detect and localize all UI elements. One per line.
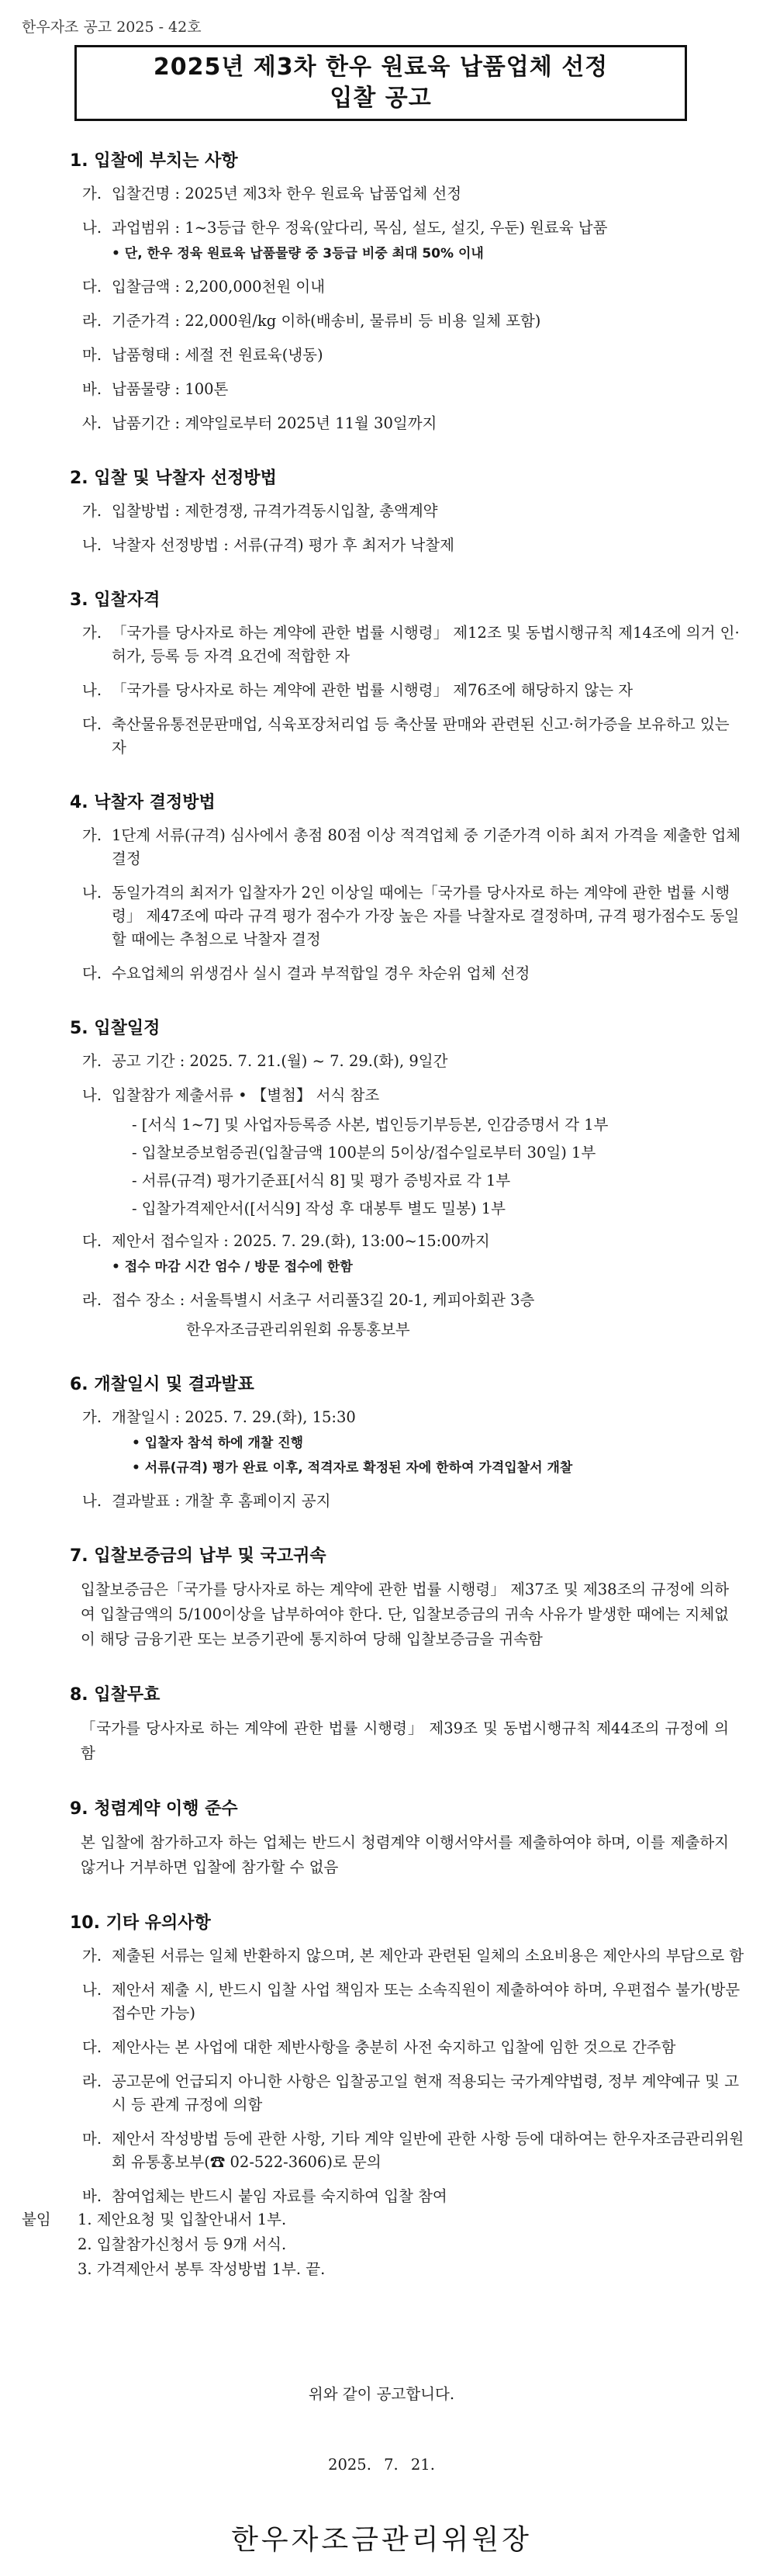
item-marker: 나. <box>82 1981 102 1999</box>
item-marker: 가. <box>82 624 102 642</box>
item-text: 개찰일시 : 2025. 7. 29.(화), 15:30 <box>112 1408 356 1426</box>
item-text: 접수 장소 : 서울특별시 서초구 서리풀3길 20-1, 케피아회관 3층 <box>112 1291 535 1309</box>
item-text: 입찰건명 : 2025년 제3차 한우 원료육 납품업체 선정 <box>112 185 462 203</box>
item-marker: 나. <box>82 1492 102 1510</box>
list-item <box>47 2070 744 2117</box>
section-7 <box>47 1542 744 1652</box>
list-item <box>47 1406 744 1429</box>
item-text: 납품기간 : 계약일로부터 2025년 11월 30일까지 <box>112 414 437 432</box>
title-line-2: 입찰 공고 <box>330 85 432 112</box>
item-text: 입찰방법 : 제한경쟁, 규격가격동시입찰, 총액계약 <box>112 502 438 520</box>
section-4 <box>47 789 744 985</box>
section-6 <box>47 1371 744 1513</box>
item-marker: 가. <box>82 1408 102 1426</box>
list-item <box>47 1230 744 1253</box>
item-marker: 가. <box>82 1052 102 1070</box>
item-subline: 한우자조금관리위원회 유통홍보부 <box>186 1321 410 1338</box>
list-item <box>47 1490 744 1513</box>
attachments <box>22 2207 325 2282</box>
notice-date: 2025. 7. 21. <box>328 2456 435 2474</box>
list-item <box>47 881 744 951</box>
item-note: • 입찰자 참석 하에 개찰 진행 <box>132 1435 304 1451</box>
list-item <box>47 275 744 299</box>
item-marker: 다. <box>82 715 102 733</box>
section-paragraph: 입찰보증금은「국가를 당사자로 하는 계약에 관한 법률 시행령」 제37조 및 제38조의 규정에 의하여 입찰금액의 5/100이상을 납부하여야 한다. 단, 입찰보증금의 귀속 사유가 발생한 때에는 지체없이 해당 금융기관 또는 보증기관에 통지하여 당해 입찰보증금을 귀속함 <box>81 1581 729 1648</box>
item-marker: 가. <box>82 502 102 520</box>
section-heading: 7. 입찰보증금의 납부 및 국고귀속 <box>70 1546 326 1566</box>
item-note: • 서류(규격) 평가 완료 이후, 적격자로 확정된 자에 한하여 가격입찰서 개찰 <box>132 1460 573 1476</box>
item-marker: 다. <box>82 964 102 982</box>
item-text: 제출된 서류는 일체 반환하지 않으며, 본 제안과 관련된 일체의 소요비용은 제안사의 부담으로 함 <box>112 1947 744 1965</box>
attachment-item: 1. 제안요청 및 입찰안내서 1부. <box>78 2211 287 2228</box>
item-subline: - [서식 1~7] 및 사업자등록증 사본, 법인등기부등본, 인감증명서 각 1부 <box>132 1116 609 1134</box>
item-marker: 마. <box>82 2130 102 2148</box>
item-marker: 가. <box>82 1947 102 1965</box>
list-item <box>47 713 744 760</box>
item-text: 「국가를 당사자로 하는 계약에 관한 법률 시행령」 제76조에 해당하지 않는 자 <box>112 681 634 699</box>
item-text: 제안서 제출 시, 반드시 입찰 사업 책임자 또는 소속직원이 제출하여야 하며, 우편접수 불가(방문 접수만 가능) <box>112 1981 741 2022</box>
item-text: 1단계 서류(규격) 심사에서 총점 80점 이상 적격업체 중 기준가격 이하 최저 가격을 제출한 업체 결정 <box>112 826 741 867</box>
item-marker: 나. <box>82 884 102 902</box>
attachments-label: 붙임 <box>22 2211 51 2228</box>
document-number: 한우자조 공고 2025 - 42호 <box>22 19 202 36</box>
item-marker: 가. <box>82 185 102 203</box>
list-item <box>47 1979 744 2025</box>
list-item <box>47 534 744 557</box>
section-2 <box>47 465 744 557</box>
item-text: 입찰금액 : 2,200,000천원 이내 <box>112 278 326 296</box>
section-9 <box>47 1795 744 1880</box>
sections-container <box>47 147 744 2238</box>
section-3 <box>47 587 744 760</box>
item-marker: 바. <box>82 380 102 398</box>
section-5 <box>47 1015 744 1342</box>
section-heading: 5. 입찰일정 <box>70 1019 161 1038</box>
list-item <box>47 182 744 206</box>
item-subline: - 입찰보증보험증권(입찰금액 100분의 5이상/접수일로부터 30일) 1부 <box>132 1144 596 1162</box>
list-item <box>47 500 744 523</box>
section-heading: 6. 개찰일시 및 결과발표 <box>70 1375 254 1394</box>
item-text: 제안서 작성방법 등에 관한 사항, 기타 계약 일반에 관한 사항 등에 대하여는 한우자조금관리위원회 유통홍보부(☎ 02-522-3606)로 문의 <box>112 2130 744 2171</box>
list-item <box>47 621 744 668</box>
item-text: 「국가를 당사자로 하는 계약에 관한 법률 시행령」 제12조 및 동법시행규칙 제14조에 의거 인·허가, 등록 등 자격 요건에 적합한 자 <box>112 624 740 665</box>
item-marker: 나. <box>82 219 102 237</box>
list-item <box>47 2128 744 2174</box>
section-heading: 8. 입찰무효 <box>70 1685 161 1705</box>
item-text: 과업범위 : 1~3등급 한우 정육(앞다리, 목심, 설도, 설깃, 우둔) 원료육 납품 <box>112 219 608 237</box>
item-text: 입찰참가 제출서류 • 【별첨】 서식 참조 <box>112 1086 380 1104</box>
issuer-signature: 한우자조금관리위원장 <box>231 2524 532 2556</box>
item-marker: 다. <box>82 2038 102 2056</box>
attachment-row <box>22 2257 325 2282</box>
section-paragraph: 본 입찰에 참가하고자 하는 업체는 반드시 청렴계약 이행서약서를 제출하여야 하며, 이를 제출하지 않거나 거부하면 입찰에 참가할 수 없음 <box>81 1833 729 1876</box>
item-marker: 다. <box>82 1232 102 1250</box>
list-item <box>47 1050 744 1073</box>
item-text: 공고문에 언급되지 아니한 사항은 입찰공고일 현재 적용되는 국가계약법령, 정부 계약예규 및 고시 등 관계 규정에 의함 <box>112 2072 740 2114</box>
list-item <box>47 378 744 401</box>
item-text: 기준가격 : 22,000원/kg 이하(배송비, 물류비 등 비용 일체 포함) <box>112 312 541 330</box>
section-heading: 9. 청렴계약 이행 준수 <box>70 1799 238 1819</box>
list-item <box>47 2036 744 2059</box>
item-note: • 단, 한우 정육 원료육 납품물량 중 3등급 비중 최대 50% 이내 <box>112 246 484 261</box>
attachment-item: 2. 입찰참가신청서 등 9개 서식. <box>78 2235 287 2253</box>
attachment-item: 3. 가격제안서 봉투 작성방법 1부. 끝. <box>78 2260 326 2278</box>
item-marker: 라. <box>82 2072 102 2090</box>
item-marker: 나. <box>82 1086 102 1104</box>
item-marker: 다. <box>82 278 102 296</box>
item-marker: 나. <box>82 536 102 554</box>
item-marker: 사. <box>82 414 102 432</box>
list-item <box>47 344 744 367</box>
attachment-row <box>22 2232 325 2257</box>
title-line-1: 2025년 제3차 한우 원료육 납품업체 선정 <box>153 54 609 81</box>
item-note: • 접수 마감 시간 엄수 / 방문 접수에 한함 <box>112 1259 353 1275</box>
item-marker: 라. <box>82 1291 102 1309</box>
item-text: 납품형태 : 세절 전 원료육(냉동) <box>112 346 323 364</box>
item-text: 제안사는 본 사업에 대한 제반사항을 충분히 사전 숙지하고 입찰에 임한 것으로 간주함 <box>112 2038 676 2056</box>
closing-text: 위와 같이 공고합니다. <box>308 2385 455 2403</box>
item-marker: 나. <box>82 681 102 699</box>
attachment-row <box>22 2207 325 2232</box>
section-8 <box>47 1681 744 1766</box>
title-box <box>74 45 687 121</box>
item-subline: - 서류(규격) 평가기준표[서식 8] 및 평가 증빙자료 각 1부 <box>132 1172 511 1189</box>
item-text: 결과발표 : 개찰 후 홈페이지 공지 <box>112 1492 331 1510</box>
item-text: 수요업체의 위생검사 실시 결과 부적합일 경우 차순위 업체 선정 <box>112 964 530 982</box>
section-heading: 1. 입찰에 부치는 사항 <box>70 151 238 171</box>
section-heading: 3. 입찰자격 <box>70 590 161 610</box>
list-item <box>47 216 744 240</box>
list-item <box>47 824 744 871</box>
list-item <box>47 962 744 985</box>
item-text: 공고 기간 : 2025. 7. 21.(월) ~ 7. 29.(화), 9일간 <box>112 1052 448 1070</box>
item-marker: 마. <box>82 346 102 364</box>
list-item <box>47 1944 744 1968</box>
list-item <box>47 679 744 702</box>
item-subline: - 입찰가격제안서([서식9] 작성 후 대봉투 별도 밀봉) 1부 <box>132 1200 506 1217</box>
item-text: 제안서 접수일자 : 2025. 7. 29.(화), 13:00~15:00까지 <box>112 1232 490 1250</box>
section-paragraph: 「국가를 당사자로 하는 계약에 관한 법률 시행령」 제39조 및 동법시행규칙 제44조의 규정에 의함 <box>81 1719 729 1762</box>
list-item <box>47 1084 744 1107</box>
section-1 <box>47 147 744 435</box>
item-marker: 가. <box>82 826 102 844</box>
list-item <box>47 412 744 435</box>
item-text: 납품물량 : 100톤 <box>112 380 229 398</box>
item-marker: 바. <box>82 2187 102 2205</box>
section-heading: 10. 기타 유의사항 <box>70 1913 211 1933</box>
item-text: 낙찰자 선정방법 : 서류(규격) 평가 후 최저가 낙찰제 <box>112 536 454 554</box>
section-heading: 4. 낙찰자 결정방법 <box>70 793 216 812</box>
list-item <box>47 310 744 333</box>
list-item <box>47 2185 744 2208</box>
item-text: 동일가격의 최저가 입찰자가 2인 이상일 때에는「국가를 당사자로 하는 계약에 관한 법률 시행령」 제47조에 따라 규격 평가 점수가 가장 높은 자를 낙찰자로 결정하며, 규격 평가점수도 동일할 때에는 추첨으로 낙찰자 결정 <box>112 884 740 948</box>
section-heading: 2. 입찰 및 낙찰자 선정방법 <box>70 469 277 488</box>
item-text: 참여업체는 반드시 붙임 자료를 숙지하여 입찰 참여 <box>112 2187 447 2205</box>
item-text: 축산물유통전문판매업, 식육포장처리업 등 축산물 판매와 관련된 신고·허가증을 보유하고 있는 자 <box>112 715 730 757</box>
section-10 <box>47 1909 744 2208</box>
item-marker: 라. <box>82 312 102 330</box>
list-item <box>47 1289 744 1312</box>
